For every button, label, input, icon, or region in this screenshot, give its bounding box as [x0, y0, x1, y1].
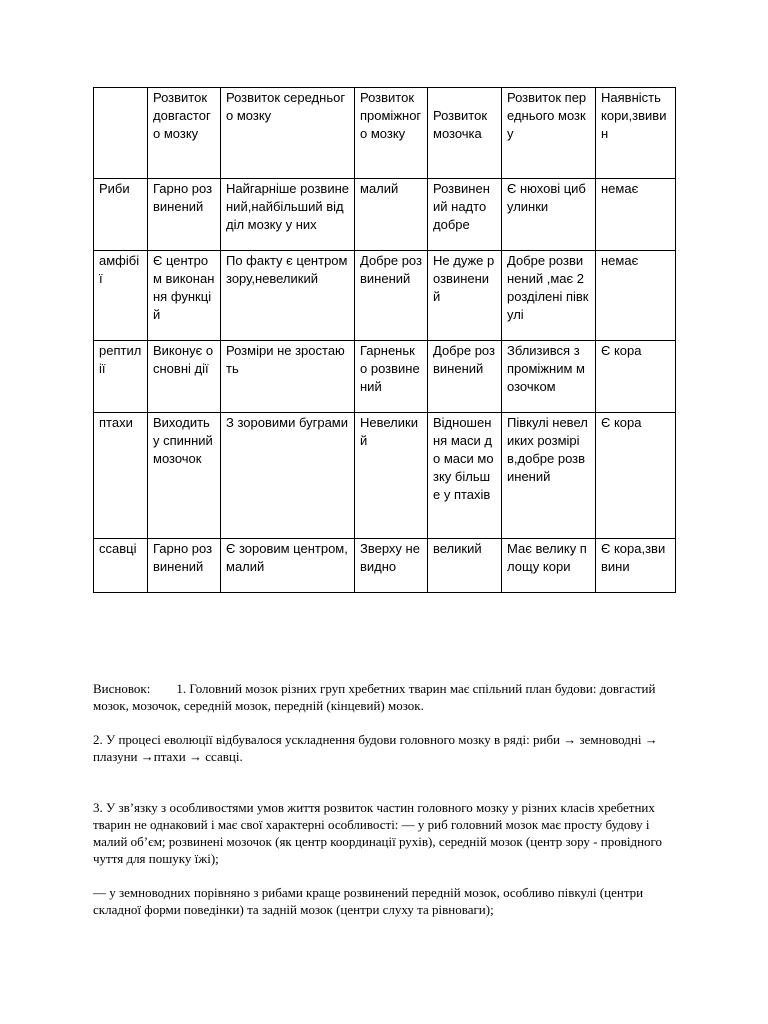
table-cell: Не дуже розвинений: [428, 251, 502, 341]
table-cell: Є зоровим центром,малий: [221, 539, 355, 593]
table-cell: Виконує основні дії: [148, 341, 221, 413]
conclusion-point-1: [93, 680, 683, 714]
header-cerebellum: Розвиток мозочка: [428, 88, 502, 179]
header-cell-empty: [94, 88, 148, 179]
table-cell: Зблизився з проміжним мозочком: [502, 341, 596, 413]
table-cell: Є нюхові цибулинки: [502, 179, 596, 251]
conclusion-text-1: 1. Головний мозок різних груп хребетних тварин має спільний план будови: довгастий мозок, мозочок, середній мозок, передній (кінцевий) мозок.: [93, 681, 656, 713]
table-cell: З зоровими буграми: [221, 413, 355, 539]
row-label-fish: Риби: [94, 179, 148, 251]
table-cell: Найгарніше розвинений,найбільший відділ мозку у них: [221, 179, 355, 251]
conclusion-section: [93, 680, 683, 918]
table-cell: Добре розвинений: [355, 251, 428, 341]
table-cell: немає: [596, 251, 676, 341]
table-cell: Гарно розвинений: [148, 539, 221, 593]
row-label-birds: птахи: [94, 413, 148, 539]
row-label-amphibians: амфібії: [94, 251, 148, 341]
table-cell: Є кора: [596, 341, 676, 413]
table-cell: Є кора,звивини: [596, 539, 676, 593]
row-label-reptiles: рептилії: [94, 341, 148, 413]
row-label-mammals: ссавці: [94, 539, 148, 593]
table-cell: Гарно розвинений: [148, 179, 221, 251]
brain-comparison-table: [93, 87, 676, 593]
table-cell: Розвинений надто добре: [428, 179, 502, 251]
table-cell: Розміри не зростають: [221, 341, 355, 413]
table-row: [94, 179, 676, 251]
header-midbrain: Розвиток середнього мозку: [221, 88, 355, 179]
table-cell: Півкулі невеликих розмірів,добре розвинений: [502, 413, 596, 539]
table-cell: Зверху не видно: [355, 539, 428, 593]
table-cell: Добре розвинений ,має 2 розділені півкулі: [502, 251, 596, 341]
header-medulla: Розвиток довгастого мозку: [148, 88, 221, 179]
conclusion-point-2: 2. У процесі еволюції відбувалося ускладнення будови головного мозку в ряді: риби → земноводні → плазуни →птахи → ссавці.: [93, 732, 658, 764]
table-cell: немає: [596, 179, 676, 251]
table-cell: Невеликий: [355, 413, 428, 539]
table-row: [94, 251, 676, 341]
table-row: [94, 413, 676, 539]
conclusion-point-3: 3. У зв’язку з особливостями умов життя розвиток частин головного мозку у різних класів хребетних тварин не однаковий і має свої характерні особливості: — у риб головний мозок має просту будову і малий об’єм; розвинені мозочок (як центр координації рухів), середній мозок (центр зору - провідного чуття для пошуку їжі);: [93, 800, 663, 866]
table-cell: великий: [428, 539, 502, 593]
table-cell: Гарненько розвинений: [355, 341, 428, 413]
table-cell: По факту є центром зору,невеликий: [221, 251, 355, 341]
table-row: [94, 539, 676, 593]
header-cortex: Наявність кори,звивин: [596, 88, 676, 179]
table-cell: Виходить у спинний мозочок: [148, 413, 221, 539]
table-cell: Має велику площу кори: [502, 539, 596, 593]
table-row: [94, 341, 676, 413]
header-diencephalon: Розвиток проміжного мозку: [355, 88, 428, 179]
table-cell: Добре розвинений: [428, 341, 502, 413]
table-cell: Є кора: [596, 413, 676, 539]
conclusion-label: Висновок:: [93, 681, 151, 696]
table-header-row: [94, 88, 676, 179]
table-cell: малий: [355, 179, 428, 251]
header-forebrain: Розвиток переднього мозку: [502, 88, 596, 179]
conclusion-point-4: — у земноводних порівняно з рибами краще розвинений передній мозок, особливо півкулі (центри складної форми поведінки) та задній мозок (центри слуху та рівноваги);: [93, 885, 644, 917]
table-cell: Відношення маси до маси мозку більше у птахів: [428, 413, 502, 539]
table-cell: Є центром виконання функцій: [148, 251, 221, 341]
